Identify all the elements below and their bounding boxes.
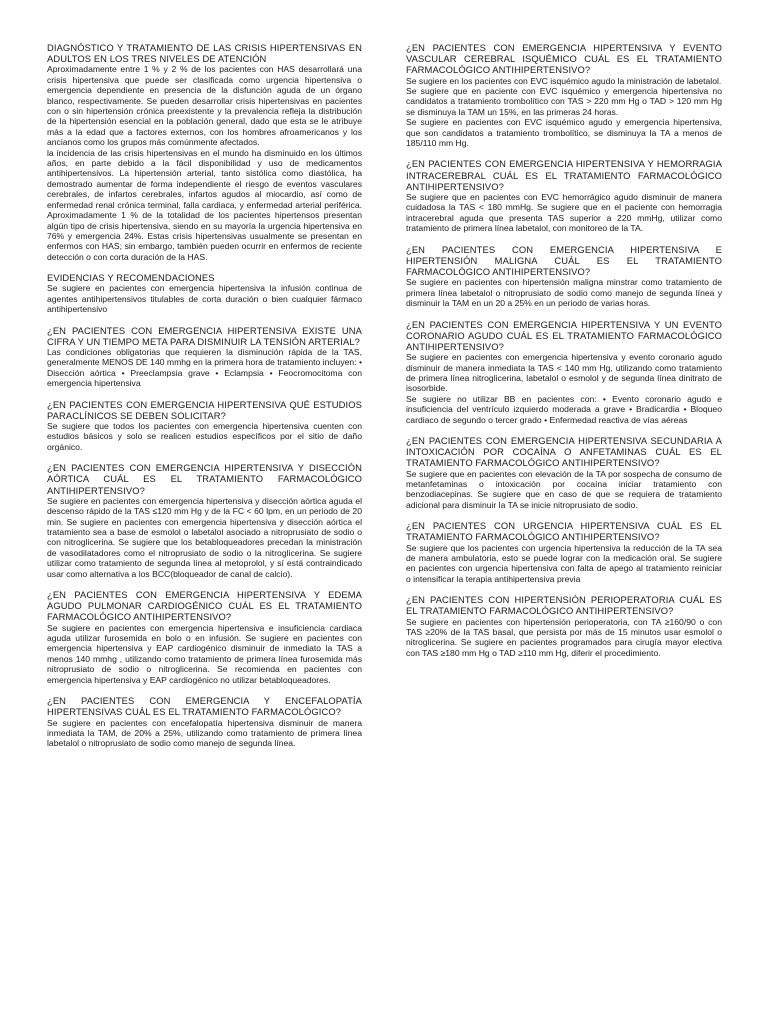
paragraph: Se sugiere en pacientes con emergencia hipertensiva y disección aórtica aguda el descenso rápido de la TAS ≤120 mm Hg y de la FC < 60 lpm, en un periodo de 20 min. Se sugiere en pacientes con emergencia hipertensiva y disección aórtica el tratamiento sea a base de esmolol o labetalol asociado a nitroprusiato de sodio o con nitroglicerina. Se sugiere que los betabloqueadores precedan la ministración de vasodilatadores como el nitroprusiato de sodio o la nitroglicerina. Se sugiere utilizar como tratamiento de segunda línea al metoprolol, y sí está contraindicado usar como alternativa a los BCC(bloqueador de canal de calcio). xyxy=(47,495,362,579)
section xyxy=(47,42,362,262)
section-title: ¿EN PACIENTES CON EMERGENCIA HIPERTENSIVA Y DISECCIÓN AÓRTICA CUÁL ES EL TRATAMIENTO FARMACOLÓGICO ANTIHIPERTENSIVO? xyxy=(47,462,362,496)
paragraph: Se sugiere en los pacientes con EVC isquémico agudo la ministración de labetalol. xyxy=(406,75,722,86)
section-title: ¿EN PACIENTES CON EMERGENCIA HIPERTENSIVA E HIPERTENSIÓN MALIGNA CUÁL ES EL TRATAMIENTO FARMACOLÓGICO ANTIHIPERTENSIVO? xyxy=(406,243,722,278)
paragraph: Se sugiere que todos los pacientes con emergencia hipertensiva cuenten con estudios básicos y solo se realicen estudios específicos por el sitio de daño orgánico. xyxy=(47,420,362,452)
section-title: ¿EN PACIENTES CON EMERGENCIA HIPERTENSIVA Y UN EVENTO CORONARIO AGUDO CUÁL ES EL TRATAMIENTO FARMACOLÓGICO ANTIHIPERTENSIVO? xyxy=(406,318,722,352)
section-title: ¿EN PACIENTES CON EMERGENCIA HIPERTENSIVA Y EVENTO VASCULAR CEREBRAL ISQUÉMICO CUÁL ES EL TRATAMIENTO FARMACOLÓGICO ANTIHIPERTENSIVO? xyxy=(406,42,722,76)
paragraph: la incidencia de las crisis hipertensivas en el mundo ha disminuido en los últimos años, en parte debido a la fácil disponibilidad y uso de medicamentos antihipertensivos. La hipertensión arterial, tanto sistólica como diastólica, ha demostrado aumentar de forma independiente el riesgo de eventos vasculares cerebrales, de infartos cerebrales, infartos agudos al miocardio, así como de enfermedad renal crónica terminal, falla cardiaca, y enfermedad arterial periférica. Aproximadamente 1 % de la totalidad de los pacientes hipertensos presentan algún tipo de crisis hipertensiva, siendo en su mayoría la urgencia hipertensiva en 76% y emergencia 24%. Estas crisis hipertensivas usualmente se presentan en enfermos con HAS; sin embargo, también pueden ocurrir en enfermos de reciente detección o con corta duración de la HAS. xyxy=(47,147,362,262)
section-title: ¿EN PACIENTES CON EMERGENCIA Y ENCEFALOPATÍA HIPERTENSIVAS CUÁL ES EL TRATAMIENTO FARMACOLÓGICO? xyxy=(47,695,362,718)
paragraph: Se sugiere en pacientes con hipertensión maligna minstrar como tratamiento de primera línea labetalol o nitroprusiato de sodio como manejo de segunda línea y disminuir la TAM en un 20 a 25% en un periodo de varias horas. xyxy=(406,277,722,309)
paragraph: Se sugiere que los pacientes con urgencia hipertensiva la reducción de la TA sea de manera ambulatoria, esto se puede lograr con la medicación oral. Se sugiere en pacientes con urgencia hipertensiva con falta de apego al tratamiento reiniciar o intensificar la terapia antihipertensiva previa xyxy=(406,542,722,584)
section xyxy=(47,399,362,453)
left-column xyxy=(47,42,362,759)
paragraph: Se sugiere en pacientes con emergencia hipertensiva y evento coronario agudo disminuir de manera inmediata la TAS < 140 mm Hg, utilizando como tratamiento de primera línea nitroglicerina, labetalol o esmolol y de segunda línea dinitrato de isosorbide. xyxy=(406,352,722,394)
section xyxy=(406,435,722,510)
section-title: ¿EN PACIENTES CON EMERGENCIA HIPERTENSIVA Y EDEMA AGUDO PULMONAR CARDIOGÉNICO CUÁL ES EL TRATAMIENTO FARMACOLÓGICO ANTIHIPERTENSIVO? xyxy=(47,589,362,623)
section xyxy=(406,319,722,425)
paragraph: Se sugiere que en pacientes con elevación de la TA por sospecha de consumo de metanfetaminas o intoxicación por cocaína iniciar tratamiento con benzodiacepinas. Se sugiere que en caso de que se requiera de tratamiento adicional para disminuir la TA se inicie nitroprusiato de sodio. xyxy=(406,468,722,510)
section-title: ¿EN PACIENTES CON EMERGENCIA HIPERTENSIVA Y HEMORRAGIA INTRACEREBRAL CUÁL ES EL TRATAMIENTO FARMACOLÓGICO ANTIHIPERTENSIVO? xyxy=(406,158,722,192)
section xyxy=(406,158,722,233)
section-title: DIAGNÓSTICO Y TRATAMIENTO DE LAS CRISIS HIPERTENSIVAS EN ADULTOS EN LOS TRES NIVELES DE ATENCIÓN xyxy=(47,42,362,65)
section xyxy=(47,462,362,579)
section xyxy=(406,42,722,148)
paragraph: Se sugiere en pacientes con EVC isquémico agudo y emergencia hipertensiva, que son candidatos a tratamiento trombolítico, se disminuya la TA a menos de 185/110 mm Hg. xyxy=(406,117,722,149)
paragraph: Se sugiere en pacientes con emergencia hipertensiva la infusión continua de agentes antihipertensivos titulables de corta duración o bien cualquier fármaco antihipertensivo xyxy=(47,283,362,315)
section xyxy=(47,695,362,749)
paragraph: Se sugiere en pacientes con hipertensión perioperatoria, con TA ≥160/90 o con TAS ≥20% de la TAS basal, que persista por más de 15 minutos usar esmolol o nitroglicerina. Se sugiere en pacientes programados para cirugía mayor electiva con TAS ≥180 mm Hg o TAD ≥110 mm Hg, diferir el procedimiento. xyxy=(406,616,722,658)
paragraph: Se sugiere en pacientes con encefalopatía hipertensiva disminuir de manera inmediata la TAM, de 20% a 25%, utilizando como tratamiento de primera línea labetalol o nitroprusiato de sodio como manejo de segunda línea. xyxy=(47,717,362,749)
section xyxy=(47,325,362,389)
section xyxy=(406,594,722,658)
paragraph: Aproximadamente entre 1 % y 2 % de los pacientes con HAS desarrollará una crisis hipertensiva que puede ser clasificada como urgencia hipertensiva o emergencia dependiente en presencia de la disfunción aguda de un órgano blanco, respectivamente. Se pueden desarrollar crisis hipertensivas en pacientes con o sin hipertensión crónica preexistente y la prevalencia refleja la distribución de la hipertensión esencial en la población general, dado que esta se le atribuye más a la edad que a factores externos, con los hombres afroamericanos y los ancianos como los grupos más comúnmente afectados. xyxy=(47,64,362,148)
section-title: ¿EN PACIENTES CON HIPERTENSIÓN PERIOPERATORIA CUÁL ES EL TRATAMIENTO FARMACOLÓGICO ANTIHIPERTENSIVO? xyxy=(406,594,722,617)
section-title: EVIDENCIAS Y RECOMENDACIONES xyxy=(47,272,215,284)
section xyxy=(47,589,362,685)
section-title: ¿EN PACIENTES CON EMERGENCIA HIPERTENSIVA SECUNDARIA A INTOXICACIÓN POR COCAÍNA O ANFETAMINAS CUÁL ES EL TRATAMIENTO FARMACOLÓGICO ANTIHIPERTENSIVO? xyxy=(406,434,722,469)
section-title: ¿EN PACIENTES CON EMERGENCIA HIPERTENSIVA QUÉ ESTUDIOS PARACLÍNICOS SE DEBEN SOLICITAR? xyxy=(47,398,362,421)
section-title: ¿EN PACIENTES CON EMERGENCIA HIPERTENSIVA EXISTE UNA CIFRA Y UN TIEMPO META PARA DISMINUIR LA TENSIÓN ARTERIAL? xyxy=(47,324,362,347)
paragraph: Se sugiere no utilizar BB en pacientes con: • Evento coronario agudo e insuficiencia del ventrículo izquierdo moderada a grave • Bradicardia • Bloqueo cardiaco de segundo o tercer grado • Enfermedad reactiva de vías aéreas xyxy=(406,393,722,425)
section-title: ¿EN PACIENTES CON URGENCIA HIPERTENSIVA CUÁL ES EL TRATAMIENTO FARMACOLÓGICO ANTIHIPERTENSIVO? xyxy=(406,520,722,543)
paragraph: Se sugiere que en pacientes con EVC hemorrágico agudo disminuir de manera cuidadosa la TAS < 180 mmHg. Se sugiere que en el paciente con hemorragia intracerebral aguda que presenta TAS superior a 220 mmHg, utilizar como tratamiento de primera línea labetalol, con monitoreo de la TA. xyxy=(406,192,722,234)
paragraph: Las condiciones obligatorias que requieren la disminución rápida de la TAS, generalmente MENOS DE 140 mmhg en la primera hora de tratamiento incluyen: • Disección aórtica • Preeclampsia grave • Eclampsia • Feocromocitoma con emergencia hipertensiva xyxy=(47,346,362,389)
section xyxy=(406,520,722,584)
paragraph: Se sugiere en pacientes con emergencia hipertensiva e insuficiencia cardiaca aguda utilizar furosemida en bolo o en infusión. Se sugiere en pacientes con emergencia hipertensiva y EAP cardiogénico disminuir de inmediato la TAS a menos 140 mmhg , utilizando como tratamiento de primera línea furosemida más nitroprusiato de sodio o nitroglicerina. Se recomienda en pacientes con emergencia hipertensiva y EAP cardiogénico no utilizar betabloqueadores. xyxy=(47,622,362,685)
paragraph: Se sugiere que en paciente con EVC isquémico y emergencia hipertensiva no candidatos a tratamiento trombolítico con TAS > 220 mm Hg o TAD > 120 mm Hg se disminuya la TAM un 15%, en las primeras 24 horas. xyxy=(406,86,722,117)
section xyxy=(406,244,722,309)
right-column xyxy=(406,42,722,668)
section xyxy=(47,272,362,314)
